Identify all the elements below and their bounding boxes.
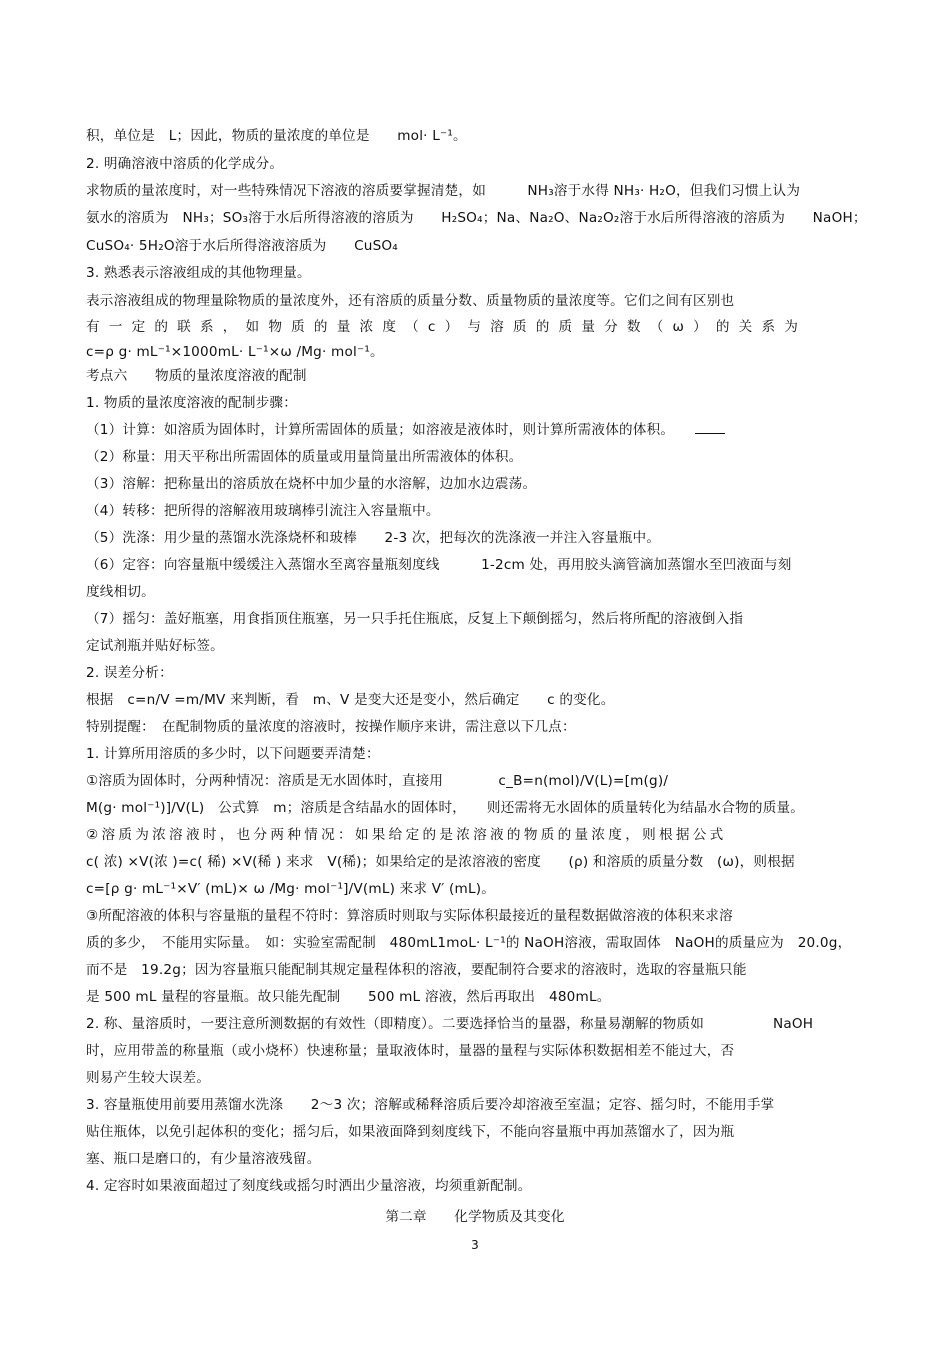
step-line: 定试剂瓶并贴好标签。: [86, 638, 224, 654]
text-line: CuSO₄· 5H₂O溶于水后所得溶液溶质为 CuSO₄: [86, 238, 398, 254]
page-number: 3: [471, 1238, 479, 1252]
text-line: 则易产生较大误差。: [86, 1070, 211, 1086]
text-line: ②溶质为浓溶液时，也分两种情况：如果给定的是浓溶液的物质的量浓度，则根据公式: [86, 827, 727, 843]
text-line: 根据 c=n/V =m/MV 来判断，看 m、V 是变大还是变小，然后确定 c 的变化。: [86, 692, 615, 708]
step-line: （3）溶解：把称量出的溶质放在烧杯中加少量的水溶解，边加水边震荡。: [86, 476, 537, 492]
text-line: 时，应用带盖的称量瓶（或小烧杯）快速称量；量取液体时，量器的量程与实际体积数据相差不能过大，否: [86, 1043, 735, 1059]
text-line: 3. 容量瓶使用前要用蒸馏水洗涤 2～3 次；溶解或稀释溶质后要冷却溶液至室温；定容、摇匀时，不能用手掌: [86, 1097, 775, 1113]
step-line: 度线相切。: [86, 584, 155, 600]
text-line: 而不是 19.2g；因为容量瓶只能配制其规定量程体积的溶液，要配制符合要求的溶液时，选取的容量瓶只能: [86, 962, 747, 978]
text-line: 有一定的联系，如物质的量浓度（c）与溶质的质量分数（ω）的关系为: [86, 319, 808, 335]
text-line: 求物质的量浓度时，对一些特殊情况下溶液的溶质要掌握清楚，如 NH₃溶于水得 NH₃· H₂O，但我们习惯上认为: [86, 183, 801, 199]
text-line: 质的多少， 不能用实际量。 如：实验室需配制 480mL1moL· L⁻¹的 NaOH溶液，需取固体 NaOH的质量应为 20.0g，: [86, 935, 852, 951]
step-line: （7）摇匀：盖好瓶塞，用食指顶住瓶塞，另一只手托住瓶底，反复上下颠倒摇匀，然后将所配的溶液倒入指: [86, 611, 744, 627]
text-line: 4. 定容时如果液面超过了刻度线或摇匀时洒出少量溶液，均须重新配制。: [86, 1178, 532, 1194]
text-line: ③所配溶液的体积与容量瓶的量程不符时：算溶质时则取与实际体积最接近的量程数据做溶液的体积来求溶: [86, 908, 733, 924]
section-heading: 考点六 物质的量浓度溶液的配制: [86, 368, 307, 384]
text-line: 积，单位是 L；因此，物质的量浓度的单位是 mol· L⁻¹。: [86, 128, 467, 144]
section-heading: 2. 误差分析：: [86, 665, 173, 681]
text-line: 特别提醒： 在配制物质的量浓度的溶液时，按操作顺序来讲，需注意以下几点：: [86, 719, 576, 735]
step-line: （6）定容：向容量瓶中缓缓注入蒸馏水至离容量瓶刻度线 1-2cm 处，再用胶头滴管滴加蒸馏水至凹液面与刻: [86, 557, 792, 573]
step-line: （4）转移：把所得的溶解液用玻璃棒引流注入容量瓶中。: [86, 503, 440, 519]
text-line: 氨水的溶质为 NH₃；SO₃溶于水后所得溶液的溶质为 H₂SO₄；Na、Na₂O、Na₂O₂溶于水后所得溶液的溶质为 NaOH；: [86, 210, 867, 226]
text-line: 塞、瓶口是磨口的，有少量溶液残留。: [86, 1151, 321, 1167]
text-line: M(g· mol⁻¹)]/V(L) 公式算 m；溶质是含结晶水的固体时， 则还需将无水固体的质量转化为结晶水合物的质量。: [86, 800, 805, 816]
formula-line: c=[ρ g· mL⁻¹×V′ (mL)× ω /Mg· mol⁻¹]/V(mL) 来求 V′ (mL)。: [86, 881, 496, 897]
text-line: 贴住瓶体，以免引起体积的变化；摇匀后，如果液面降到刻度线下，不能向容量瓶中再加蒸馏水了，因为瓶: [86, 1124, 735, 1140]
step-line: （5）洗涤：用少量的蒸馏水洗涤烧杯和玻棒 2-3 次，把每次的洗涤液一并注入容量瓶中。: [86, 530, 661, 546]
step-line: （1）计算：如溶质为固体时，计算所需固体的质量；如溶液是液体时，则计算所需液体的体积。: [86, 421, 725, 439]
chapter-title: 第二章 化学物质及其变化: [385, 1209, 565, 1225]
text-line: 1. 计算所用溶质的多少时，以下问题要弄清楚：: [86, 746, 380, 762]
formula-line: c=ρ g· mL⁻¹×1000mL· L⁻¹×ω /Mg· mol⁻¹。: [86, 344, 384, 360]
text-line: 表示溶液组成的物理量除物质的量浓度外，还有溶质的质量分数、质量物质的量浓度等。它们之间有区别也: [86, 293, 735, 309]
fill-blank: [695, 421, 725, 434]
text-line: 是 500 mL 量程的容量瓶。故只能先配制 500 mL 溶液，然后再取出 480mL。: [86, 989, 611, 1005]
text-line: 1. 物质的量浓度溶液的配制步骤：: [86, 395, 298, 411]
step-line: （2）称量：用天平称出所需固体的质量或用量筒量出所需液体的体积。: [86, 449, 523, 465]
section-heading: 3. 熟悉表示溶液组成的其他物理量。: [86, 265, 311, 281]
text-line: 2. 明确溶液中溶质的化学成分。: [86, 156, 284, 172]
text-line: 2. 称、量溶质时，一要注意所测数据的有效性（即精度）。二要选择恰当的量器，称量易潮解的物质如 NaOH: [86, 1016, 814, 1032]
text-line: c( 浓) ×V(浓 )=c( 稀) ×V(稀 ) 来求 V(稀)；如果给定的是浓溶液的密度 (ρ) 和溶质的质量分数 (ω)，则根据: [86, 854, 795, 870]
text-line: ①溶质为固体时，分两种情况：溶质是无水固体时，直接用 c_B=n(mol)/V(L)=[m(g)/: [86, 773, 669, 789]
